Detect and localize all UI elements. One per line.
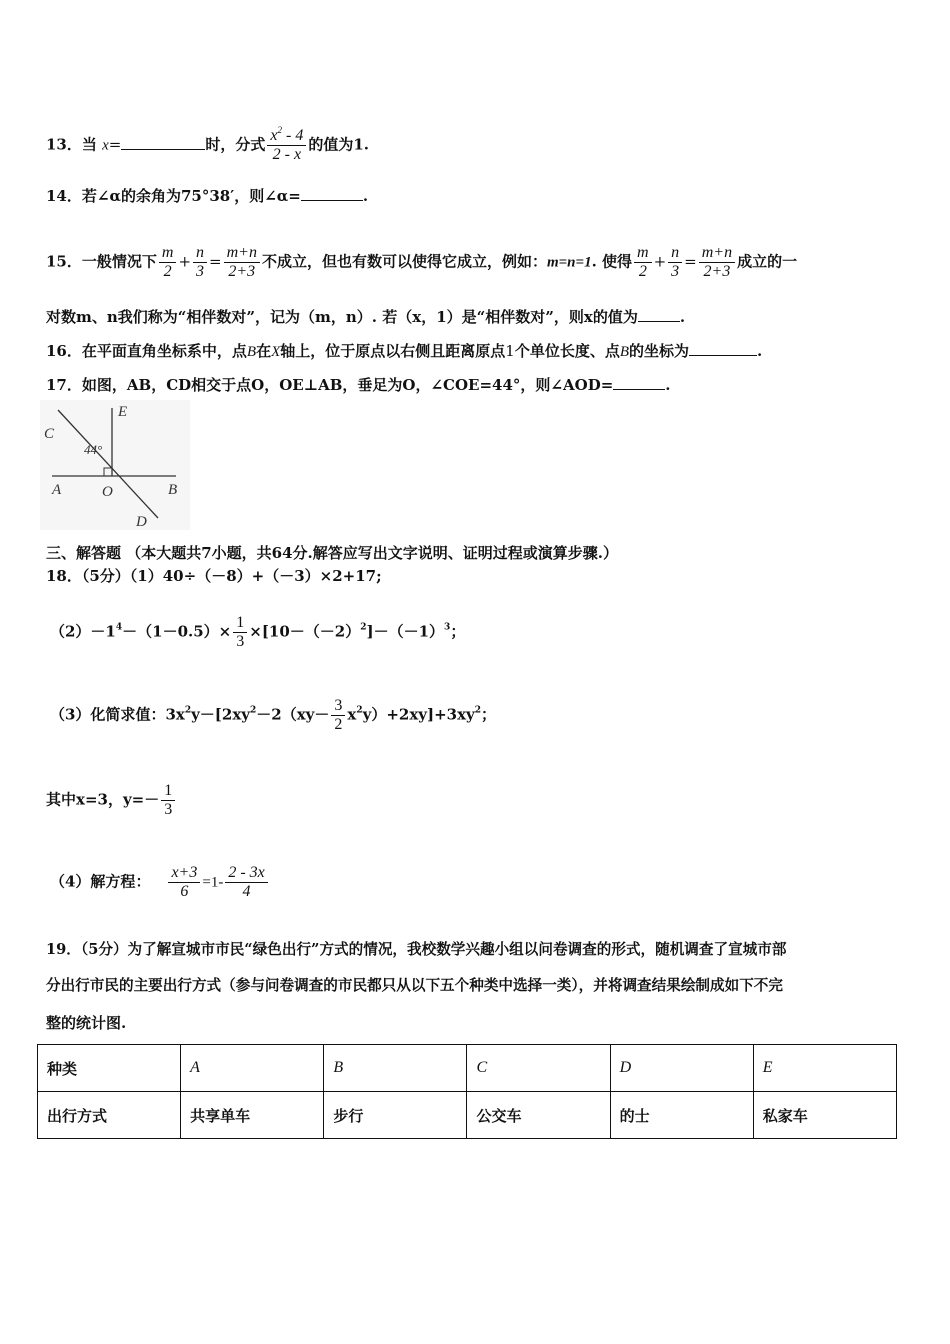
- answer-blank[interactable]: [638, 307, 680, 322]
- answer-blank[interactable]: [689, 341, 757, 356]
- question-13: 13．当 x= 时，分式 $\frac{x^2 - 4}{2 - x}$ 的值为1.: [46, 125, 369, 163]
- question-18-part-3-values: 其中x=3，y=－ $\frac{1}{3}$: [46, 782, 177, 819]
- table-cell: 出行方式: [38, 1092, 181, 1139]
- question-19-line-2: 分出行市民的主要出行方式（参与问卷调查的市民都只从以下五个种类中选择一类），并将调查结果绘制成如下不完: [46, 977, 783, 994]
- question-18-part-4: （4）解方程： $\frac{x+3}{6}$ =1- $\frac{2 - 3x}{4}$: [50, 864, 270, 901]
- fraction: $\frac{1}{3}$: [161, 782, 175, 819]
- question-15: 15．一般情况下 $\frac{m}{2}$ + $\frac{n}{3}$ = $\frac{m+n}{2+3}$ 不成立，但也有数可以使得它成立，例如：m=n=1. 使得 $\frac{m}{2}$ + $\frac{n}{3}$ = $\frac{m+n}{2+3}$ 成立的一: [46, 244, 798, 280]
- table-cell: D: [610, 1045, 753, 1092]
- question-19-line-1: 19．（5分）为了解宣城市市民“绿色出行”方式的情况，我校数学兴趣小组以问卷调查的形式，随机调查了宣城市部: [46, 941, 787, 958]
- question-18-part-2: $(2)-1^4-(1-0.5)\times$ $\frac{1}{3}$ $\times[10-(-2)^2]-(-1)^3$；: [50, 614, 466, 650]
- question-19-line-3: 整的统计图.: [46, 1014, 127, 1032]
- answer-blank[interactable]: [301, 186, 363, 201]
- table-cell: 私家车: [753, 1092, 896, 1139]
- label-e: E: [118, 404, 128, 420]
- table-cell: A: [181, 1045, 324, 1092]
- figure-background: [40, 400, 190, 530]
- table-row: [38, 1092, 897, 1139]
- label-b: B: [168, 482, 178, 498]
- question-17: 17．如图，AB，CD相交于点O，OE⊥AB，垂足为O，∠COE=44°，则∠AOD= .: [46, 376, 671, 394]
- question-14: 14．若∠α的余角为75°38′，则∠α= .: [46, 187, 369, 205]
- answer-blank[interactable]: [613, 375, 665, 390]
- question-15-continued: 对数m、n我们称为“相伴数对”，记为（m，n）. 若（x，1）是“相伴数对”，则x的值为 .: [46, 308, 686, 326]
- label-a: A: [52, 482, 62, 498]
- fraction: $\frac{x^2 - 4}{2 - x}$: [267, 127, 306, 164]
- question-18-part-3: （3）化简求值：$3x^2y-[2xy^2-2(xy-$ $\frac{3}{2}$ $x^2y)+2xy]+3xy^2$；: [50, 697, 497, 733]
- question-18-part-1: 18．（5分）（1）40÷（－8）+（－3）×2+17;: [46, 567, 382, 585]
- label-o: O: [102, 484, 113, 500]
- answer-blank[interactable]: [121, 135, 205, 150]
- table-row: [38, 1045, 897, 1092]
- section-3-heading: 三、解答题 （本大题共7小题，共64分.解答应写出文字说明、证明过程或演算步骤.）: [46, 544, 618, 562]
- table-cell: B: [324, 1045, 467, 1092]
- fraction: $\frac{m}{2}$: [159, 244, 177, 281]
- fraction: $\frac{m+n}{2+3}$: [699, 244, 735, 281]
- table-cell: 步行: [324, 1092, 467, 1139]
- label-d: D: [136, 514, 147, 530]
- fraction: $\frac{n}{3}$: [668, 244, 682, 281]
- table-cell: E: [753, 1045, 896, 1092]
- table-cell: 的士: [610, 1092, 753, 1139]
- label-c: C: [44, 426, 55, 442]
- table-cell: C: [467, 1045, 610, 1092]
- table-cell: 公交车: [467, 1092, 610, 1139]
- travel-mode-table: [37, 1044, 897, 1139]
- fraction: $\frac{n}{3}$: [193, 244, 207, 281]
- fraction: $\frac{3}{2}$: [331, 697, 345, 734]
- intersecting-lines-figure: [40, 400, 190, 530]
- fraction: $\frac{m}{2}$: [634, 244, 652, 281]
- table-cell: 共享单车: [181, 1092, 324, 1139]
- fraction: $\frac{x+3}{6}$: [168, 864, 200, 901]
- fraction: $\frac{2 - 3x}{4}$: [225, 864, 267, 901]
- label-angle: 44°: [84, 442, 103, 457]
- table-cell: 种类: [38, 1045, 181, 1092]
- fraction: $\frac{m+n}{2+3}$: [224, 244, 260, 281]
- fraction: $\frac{1}{3}$: [233, 614, 247, 651]
- question-16: 16．在平面直角坐标系中，点B在X轴上，位于原点以右侧且距离原点1个单位长度、点B的坐标为 .: [46, 342, 763, 360]
